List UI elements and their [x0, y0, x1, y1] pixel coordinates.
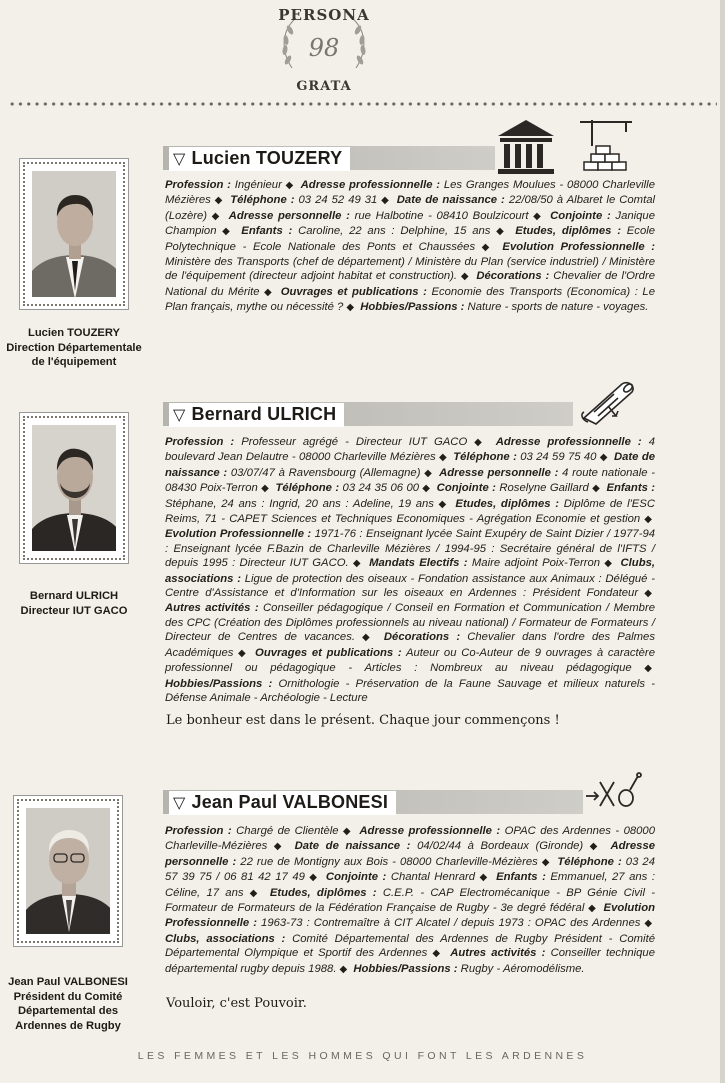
field-label: Enfants :	[241, 225, 293, 238]
diamond-separator-icon: ◆	[219, 226, 233, 238]
person-name: ▽ Lucien TOUZERY	[169, 147, 350, 171]
field-value: 03 24 35 06 00	[342, 482, 420, 495]
diploma-scroll-icon	[578, 378, 642, 426]
personal-motto: Vouloir, c'est Pouvoir.	[166, 996, 307, 1011]
field-label: Etudes, diplômes :	[269, 886, 377, 899]
field-value: Roselyne Gaillard	[499, 482, 589, 495]
field-value: Les Granges Moulues - 08000 Charleville Mézières	[165, 179, 655, 207]
field-label: Décorations :	[476, 270, 550, 283]
field-label: Mandats Electifs :	[369, 557, 468, 570]
diamond-separator-icon: ◆	[643, 918, 653, 930]
diamond-separator-icon: ◆	[341, 826, 352, 837]
field-value: Diplôme de l'ESC Reims, 71 - CAPET Sciences et Techniques Economiques - Agrégation Economie et gestion	[165, 497, 655, 526]
field-value: C.E.P. - CAP Electromécanique - BP Génie Civil - Formateur de Formateurs de la Fédération Française de Rugby - 3e degré fédéral	[165, 886, 656, 915]
diamond-separator-icon: ◆	[634, 663, 652, 675]
field-value: rue Halbotine - 08410 Boulzicourt	[354, 209, 529, 222]
man-portrait-icon	[32, 425, 116, 551]
diamond-separator-icon: ◆	[284, 180, 294, 191]
field-label: Date de naissance :	[294, 840, 411, 853]
diamond-separator-icon: ◆	[246, 887, 261, 899]
field-label: Adresse professionnelle :	[495, 436, 642, 448]
field-label: Etudes, diplômes :	[455, 497, 559, 510]
diamond-separator-icon: ◆	[213, 195, 224, 207]
field-value: 1963-73 : Contremaître à CIT Alcatel / depuis 1973 : OPAC des Ardennes	[261, 917, 641, 930]
field-value: 03 24 59 75 40	[520, 451, 597, 464]
diamond-separator-icon: ◆	[358, 632, 374, 644]
field-value: Comité Départemental des Ardennes de Rugby Président - Comité Départemental Olympique et Sportif des Ardennes	[165, 932, 655, 960]
field-label: Hobbies/Passions :	[353, 962, 458, 975]
field-value: Janique Champion	[165, 209, 655, 238]
diamond-separator-icon: ◆	[351, 558, 362, 570]
diamond-separator-icon: ◆	[430, 948, 443, 960]
diamond-separator-icon: ◆	[262, 286, 274, 298]
field-label: Téléphone :	[275, 482, 340, 495]
name-bar	[163, 146, 495, 170]
diamond-separator-icon: ◆	[586, 841, 601, 853]
field-label: Adresse personnelle :	[439, 466, 559, 479]
diamond-separator-icon: ◆	[346, 302, 355, 314]
field-value: Nature - sports de nature - voyages.	[467, 301, 649, 314]
field-value: 22/08/50 à Albaret le Comtal (Lozère)	[165, 194, 656, 222]
caption-line: Direction Départementale	[6, 341, 142, 354]
field-value: Professeur agrégé - Directeur IUT GACO	[241, 436, 468, 448]
field-label: Clubs, associations :	[165, 557, 656, 585]
field-value: Emmanuel, 27 ans : Céline, 17 ans	[165, 871, 655, 899]
biography-text	[165, 824, 655, 977]
diamond-separator-icon: ◆	[599, 452, 608, 464]
portrait-photo	[26, 808, 110, 934]
diamond-separator-icon: ◆	[603, 558, 614, 570]
field-value: Ecole Polytechnique - Ecole Nationale des Ponts et Chaussées	[165, 225, 656, 253]
field-value: Chevalier dans l'ordre des Palmes Académiques	[165, 631, 655, 659]
field-label: Adresse professionnelle :	[300, 179, 441, 191]
man-portrait-icon	[26, 808, 110, 934]
field-label: Téléphone :	[453, 451, 517, 464]
personal-motto: Le bonheur est dans le présent. Chaque jour commençons !	[166, 713, 560, 728]
diamond-separator-icon: ◆	[380, 195, 390, 207]
persona-grata-emblem	[262, 0, 386, 100]
diamond-separator-icon: ◆	[641, 588, 652, 600]
field-label: Conjointe :	[550, 209, 611, 222]
page-edge	[720, 0, 725, 1083]
diamond-separator-icon: ◆	[423, 467, 433, 479]
field-label: Téléphone :	[230, 194, 295, 207]
field-label: Adresse personnelle :	[228, 209, 350, 222]
field-value: Auteur ou Co-Auteur de 9 ouvrages à caractère professionnel ou pédagogique - Articles : Nombreux au niveau pédagogique	[165, 646, 655, 675]
emblem-bottom-text: GRATA	[296, 79, 352, 94]
name-bar	[163, 790, 583, 814]
field-value: Caroline, 22 ans : Delphine, 15 ans	[298, 225, 491, 238]
caption-line: Président du Comité	[13, 990, 123, 1003]
diamond-separator-icon: ◆	[307, 872, 319, 884]
field-label: Adresse professionnelle :	[359, 825, 501, 837]
diamond-separator-icon: ◆	[436, 498, 448, 510]
portrait-frame	[19, 158, 129, 310]
field-label: Evolution Professionnelle :	[502, 240, 656, 253]
field-value: 04/02/44 à Bordeaux (Gironde)	[417, 840, 584, 853]
diamond-separator-icon: ◆	[460, 271, 470, 283]
caption-line: Départemental des	[17, 1005, 119, 1017]
field-label: Ouvrages et publications :	[255, 646, 402, 659]
diamond-separator-icon: ◆	[339, 963, 348, 975]
caption-line: de l'équipement	[31, 356, 117, 368]
biography-text	[165, 178, 655, 316]
field-value: Rugby - Aéromodélisme.	[460, 962, 585, 975]
field-label: Autres activités :	[450, 947, 546, 960]
caption-line: Bernard ULRICH	[29, 590, 119, 602]
field-value: Conseiller pédagogique / Conseil en Formation et Communication / Membre des CPC (Création des Diplômes professionnels au niveau national) / Formateur de Formateurs / Directeur de Centres de vacances.	[165, 602, 655, 644]
name-bar	[163, 402, 573, 426]
man-portrait-icon	[32, 171, 116, 297]
field-label: Evolution Professionnelle :	[165, 528, 312, 541]
diamond-separator-icon: ◆	[422, 483, 431, 495]
field-value: Ministère des Transports (chef de département) / Ministère du Plan (service industriel) / Ministère de l'équipement (directeur adjoint habitat et construction).	[165, 256, 655, 283]
field-value: 22 rue de Montigny aux Bois - 08000 Charleville-Mézières	[240, 855, 538, 868]
field-label: Profession :	[165, 179, 231, 191]
field-value: Chantal Henrard	[390, 871, 476, 884]
field-value: Ingénieur	[234, 179, 282, 191]
field-value: Ligue de protection des oiseaux - Fondation assistance aux Animaux : Délégué - Centre d'Assistance et d'Information sur les oiseaux en Ardennes : Président Fondateur	[165, 572, 655, 600]
diamond-separator-icon: ◆	[236, 647, 248, 659]
field-value: 03 24 57 39 75 / 06 81 42 17 49	[165, 855, 655, 884]
diamond-separator-icon: ◆	[478, 241, 493, 253]
field-value: Chargé de Clientèle	[236, 825, 339, 837]
field-label: Hobbies/Passions :	[165, 677, 273, 690]
building-icon	[496, 116, 642, 176]
field-label: Date de naissance :	[165, 451, 655, 479]
diamond-separator-icon: ◆	[438, 452, 447, 464]
caption-line: Lucien TOUZERY	[28, 327, 120, 339]
field-label: Profession :	[165, 825, 232, 837]
portrait-frame	[13, 795, 123, 947]
biography-text	[165, 435, 655, 705]
field-label: Autres activités :	[165, 602, 259, 615]
diamond-separator-icon: ◆	[478, 872, 489, 884]
field-label: Clubs, associations :	[165, 932, 286, 945]
emblem-year: 98	[308, 34, 340, 62]
emblem-top-text: PERSONA	[278, 6, 370, 24]
diamond-separator-icon: ◆	[587, 903, 597, 915]
portrait-caption	[0, 975, 136, 1033]
field-label: Conjointe :	[325, 871, 387, 884]
field-label: Hobbies/Passions :	[360, 301, 465, 314]
field-label: Evolution Professionnelle :	[165, 902, 655, 930]
diamond-separator-icon: ◆	[270, 841, 285, 853]
portrait-caption	[6, 326, 142, 370]
field-label: Décorations :	[383, 631, 461, 644]
portrait-frame	[19, 412, 129, 564]
portrait-photo	[32, 425, 116, 551]
field-label: Ouvrages et publications :	[280, 285, 427, 298]
field-label: Date de naissance :	[396, 194, 505, 207]
caption-line: Directeur IUT GACO	[20, 604, 128, 617]
field-label: Profession :	[165, 436, 235, 448]
caption-line: Ardennes de Rugby	[15, 1019, 121, 1032]
diamond-separator-icon: ◆	[540, 856, 551, 868]
field-value: Conseiller technique départemental rugby depuis 1988.	[165, 947, 655, 975]
dotted-divider	[8, 100, 717, 108]
diamond-separator-icon: ◆	[260, 483, 270, 495]
portrait-caption	[6, 589, 142, 618]
field-label: Etudes, diplômes :	[515, 225, 621, 238]
diamond-separator-icon: ◆	[643, 514, 652, 526]
field-label: Enfants :	[496, 871, 546, 884]
page-footer: LES FEMMES ET LES HOMMES QUI FONT LES ARDENNES	[137, 1050, 588, 1062]
diamond-separator-icon: ◆	[531, 210, 543, 222]
field-value: OPAC des Ardennes - 08000 Charleville-Mézières	[165, 825, 655, 853]
field-value: 4 boulevard Jean Delautre - 08000 Charleville Mézières	[165, 436, 655, 464]
field-value: Economie des Transports (Economica) : Le Plan français, mythe ou nécessité ?	[165, 285, 656, 314]
person-name: ▽ Jean Paul VALBONESI	[169, 791, 396, 815]
diamond-separator-icon: ◆	[591, 483, 601, 495]
caption-line: Jean Paul VALBONESI	[8, 976, 128, 988]
field-value: Ornithologie - Préservation de la Faune Sauvage et milieux naturels - Défense Animale - Archéologie - Lecture	[165, 677, 655, 704]
field-value: 03 24 52 49 31	[298, 194, 378, 207]
field-label: Enfants :	[606, 482, 656, 495]
diamond-separator-icon: ◆	[493, 226, 507, 238]
field-value: Chevalier de l'Ordre National du Mérite	[165, 270, 655, 298]
field-value: Maire adjoint Poix-Terron	[471, 557, 601, 570]
sports-icon	[584, 772, 642, 812]
diamond-separator-icon: ◆	[210, 210, 221, 222]
field-value: 03/07/47 à Ravensbourg (Allemagne)	[230, 466, 421, 479]
person-name: ▽ Bernard ULRICH	[169, 403, 344, 427]
field-value: 4 route nationale - 08430 Poix-Terron	[165, 466, 655, 495]
field-label: Téléphone :	[557, 855, 622, 868]
field-label: Conjointe :	[436, 482, 496, 495]
field-label: Adresse personnelle :	[165, 840, 656, 868]
field-value: 1971-76 : Enseignant lycée Saint Exupéry de Saint Dizier / 1977-94 : Enseignant lycée F.Bazin de Charleville Mézières / 1994-95 : Secrétaire général de l'IFTS / depuis 1995 : Directeur IUT GACO.	[165, 528, 656, 570]
field-value: Stéphane, 24 ans : Ingrid, 20 ans : Adeline, 19 ans	[165, 497, 434, 510]
diamond-separator-icon: ◆	[470, 437, 486, 448]
portrait-photo	[32, 171, 116, 297]
